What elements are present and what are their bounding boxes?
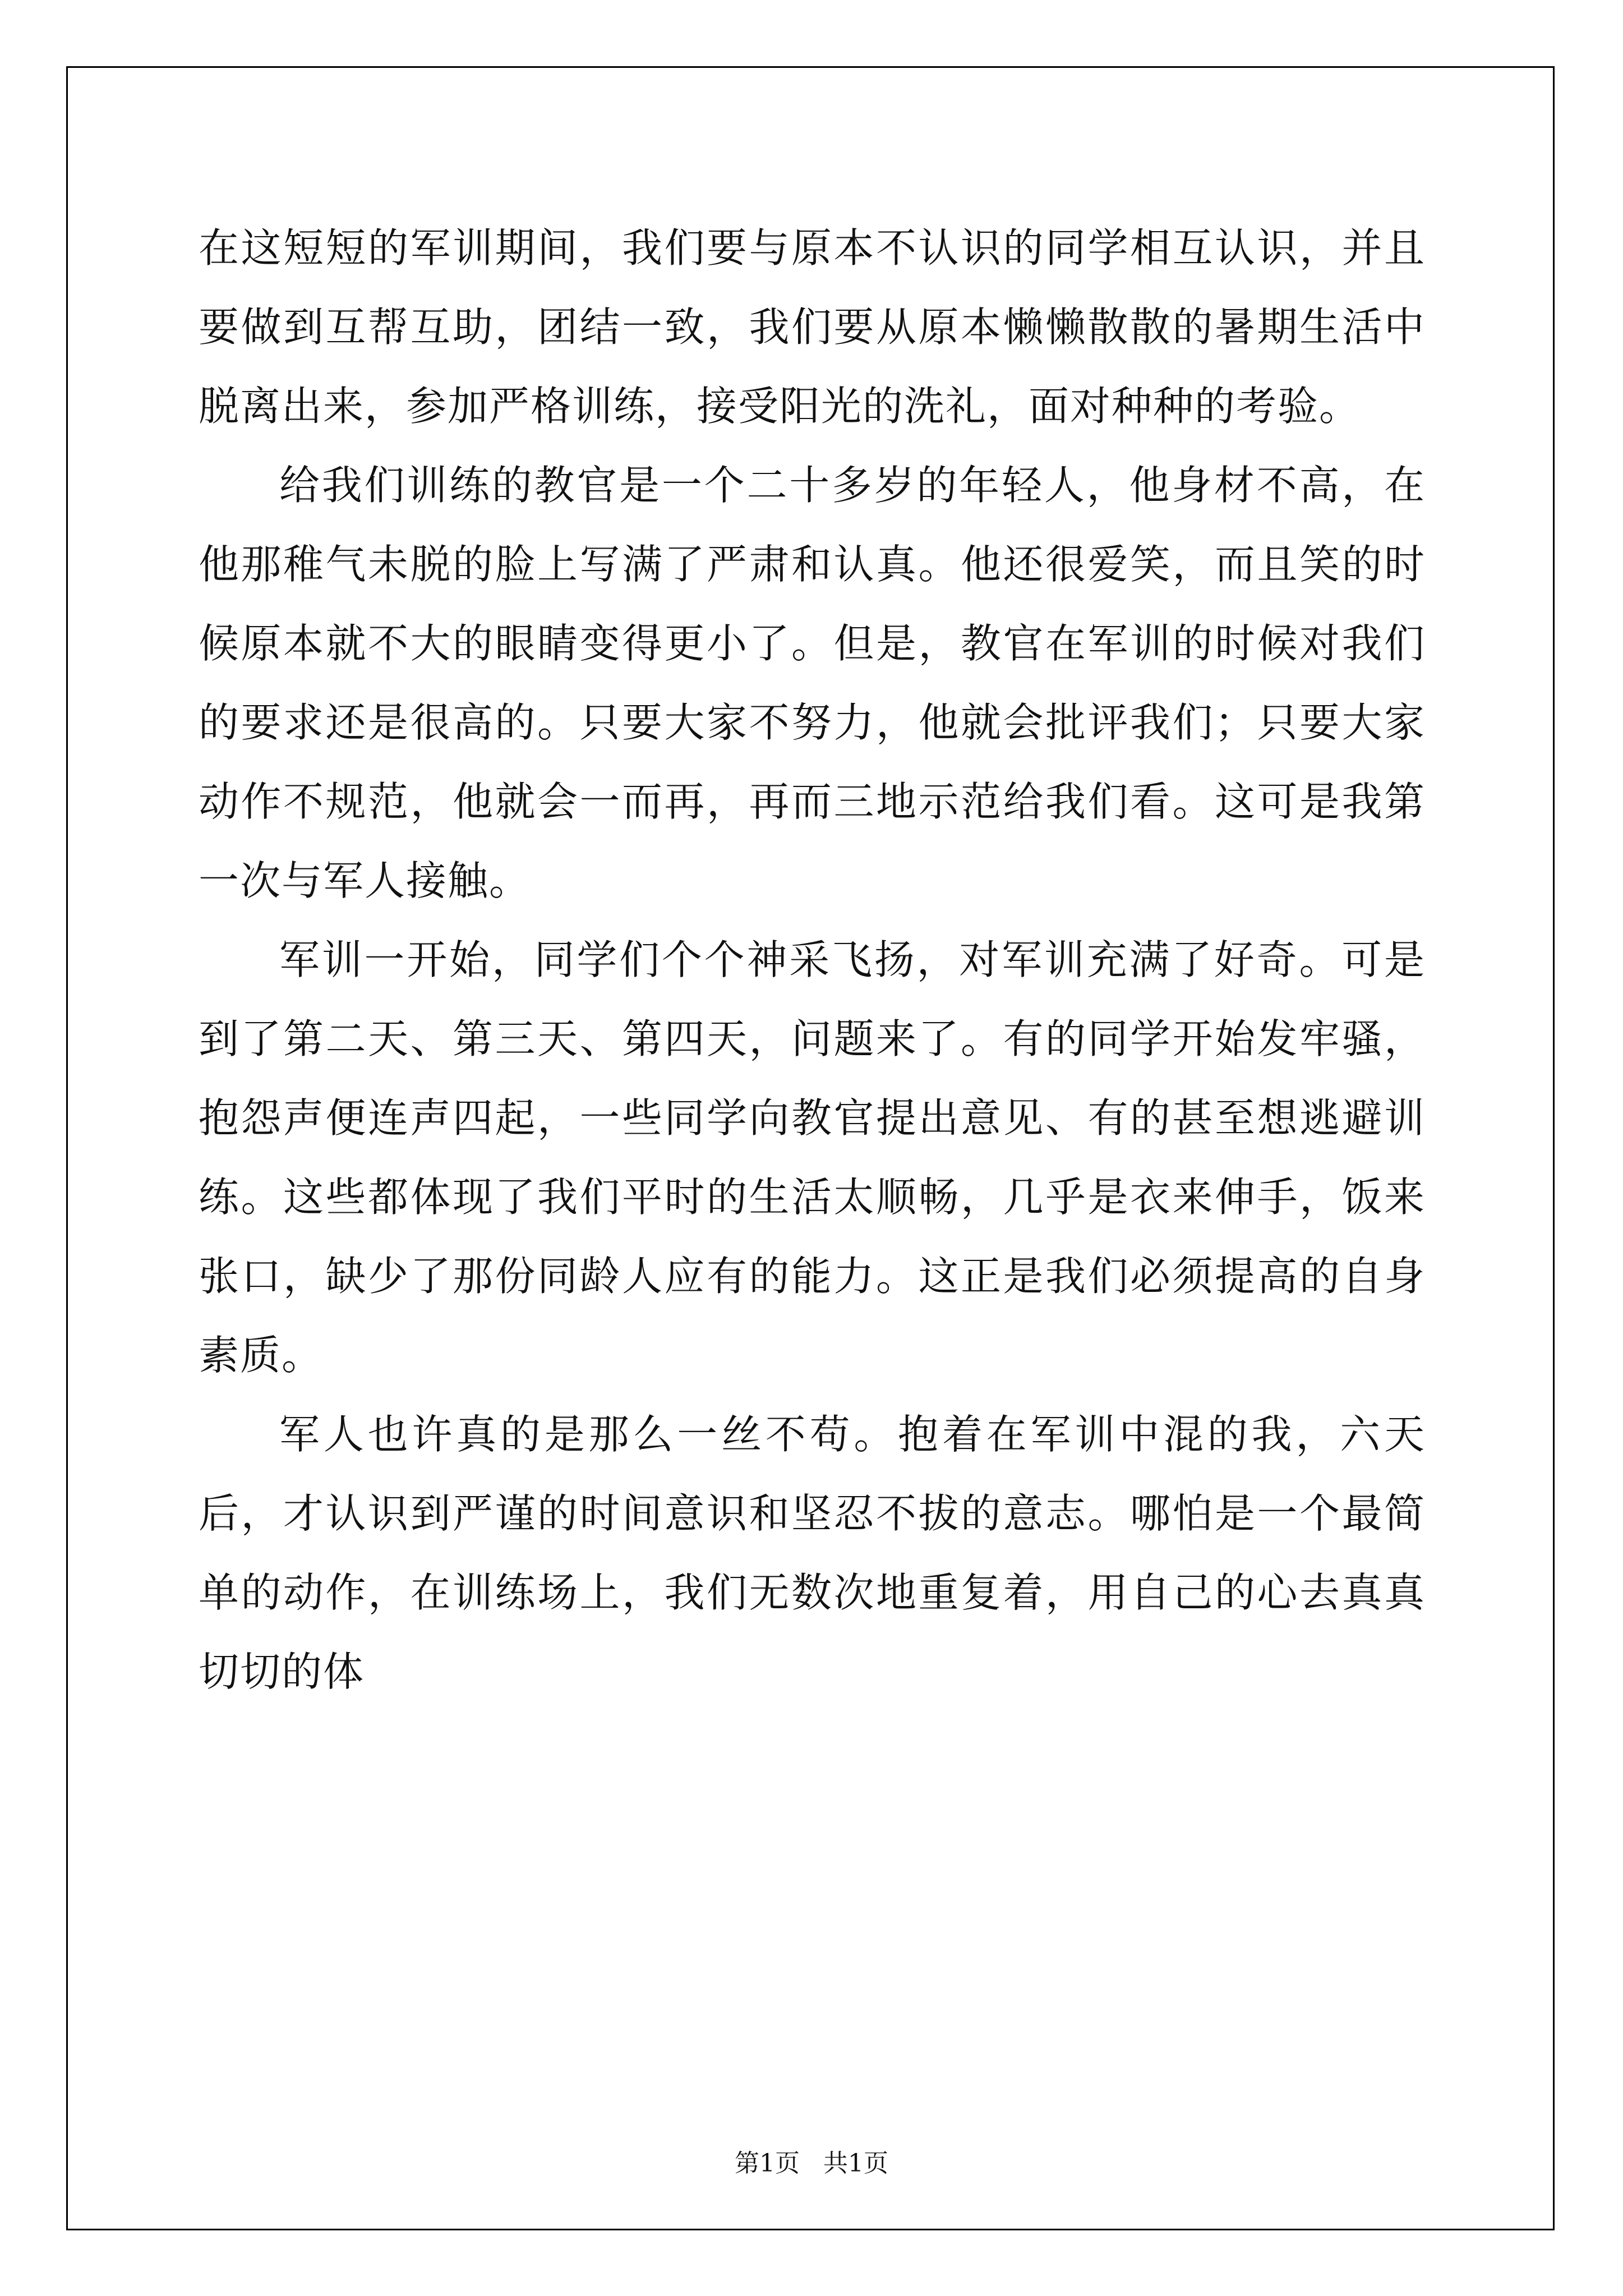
page-footer [0, 2143, 1623, 2179]
page-number: 第1页 [735, 2149, 800, 2178]
document-body [199, 209, 1426, 1711]
paragraph-2: 给我们训练的教官是一个二十多岁的年轻人，他身材不高，在他那稚气未脱的脸上写满了严肃和认真。他还很爱笑，而且笑的时候原本就不大的眼睛变得更小了。但是，教官在军训的时候对我们的要求还是很高的。只要大家不努力，他就会批评我们；只要大家动作不规范，他就会一而再，再而三地示范给我们看。这可是我第一次与军人接触。 [199, 462, 1426, 904]
paragraph-1: 在这短短的军训期间，我们要与原本不认识的同学相互认识，并且要做到互帮互助，团结一致，我们要从原本懒懒散散的暑期生活中脱离出来，参加严格训练，接受阳光的洗礼，面对种种的考验。 [199, 224, 1426, 430]
page-total: 共1页 [823, 2149, 888, 2178]
paragraph-3: 军训一开始，同学们个个神采飞扬，对军训充满了好奇。可是到了第二天、第三天、第四天，问题来了。有的同学开始发牢骚，抱怨声便连声四起，一些同学向教官提出意见、有的甚至想逃避训练。这些都体现了我们平时的生活太顺畅，几乎是衣来伸手，饭来张口，缺少了那份同龄人应有的能力。这正是我们必须提高的自身素质。 [199, 936, 1426, 1379]
paragraph-4: 军人也许真的是那么一丝不苟。抱着在军训中混的我，六天后，才认识到严谨的时间意识和坚忍不拔的意志。哪怕是一个最简单的动作，在训练场上，我们无数次地重复着，用自己的心去真真切切的体 [199, 1411, 1426, 1695]
